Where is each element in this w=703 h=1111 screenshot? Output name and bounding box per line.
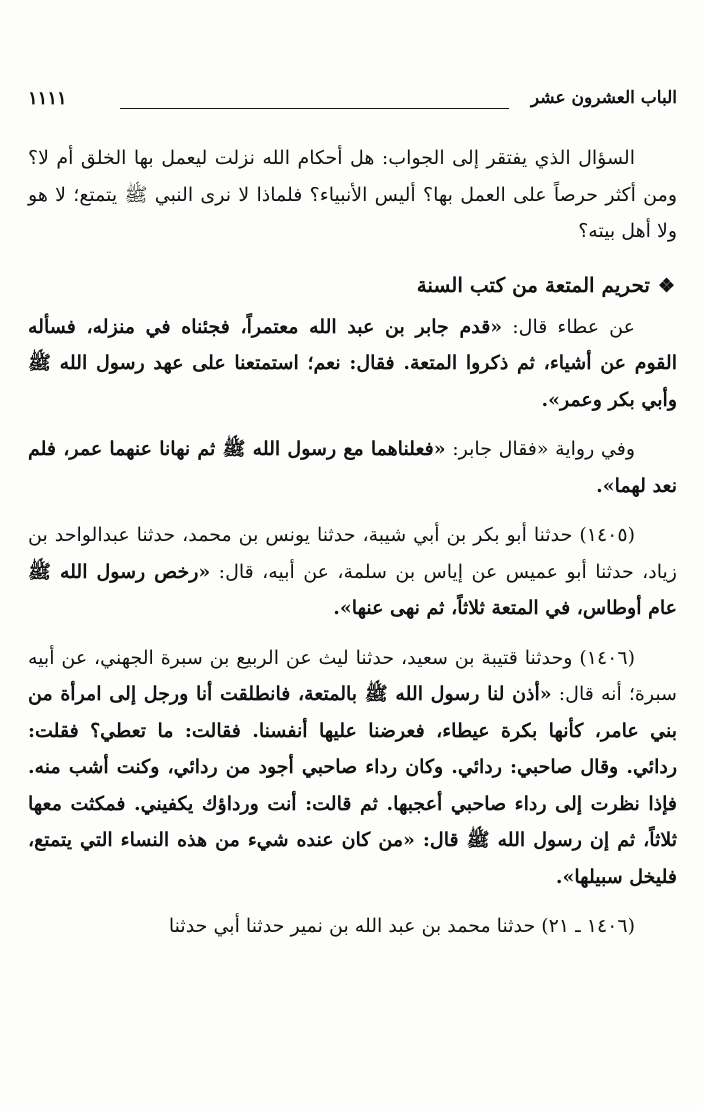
hadith-1406-isnad: (١٤٠٦) وحدثنا قتيبة بن سعيد، حدثنا ليث عن الربيع بن سبرة الجهني، عن أبيه سبرة؛ أنه قال: <box>28 646 677 705</box>
riwaya-quote: «فعلناهما مع رسول الله ﷺ ثم نهانا عنهما عمر، فلم نعد لهما». <box>28 438 677 497</box>
ata-paragraph <box>28 309 677 419</box>
hadith-1406 <box>28 640 677 896</box>
hadith-1405-quote: «رخص رسول الله ﷺ عام أوطاس، في المتعة ثلاثاً، ثم نهى عنها». <box>28 560 677 619</box>
page-header <box>28 88 677 118</box>
section-title: تحريم المتعة من كتب السنة <box>416 272 650 297</box>
ata-quote: «قدم جابر بن عبد الله معتمراً، فجئناه في منزله، فسأله القوم عن أشياء، ثم ذكروا المتعة. فقال: نعم؛ استمتعنا على عهد رسول الله ﷺ وأبي بكر وعمر». <box>28 315 677 411</box>
intro-paragraph: السؤال الذي يفتقر إلى الجواب: هل أحكام الله نزلت ليعمل بها الخلق أم لا؟ ومن أكثر حرصاً على العمل بها؟ أليس الأنبياء؟ فلماذا لا نرى النبي ﷺ يتمتع؛ لا هو ولا أهل بيته؟ <box>28 147 677 242</box>
hadith-1406-quote: «أذن لنا رسول الله ﷺ بالمتعة، فانطلقت أنا ورجل إلى امرأة من بني عامر، كأنها بكرة عيطاء، فعرضنا عليها أنفسنا. فقالت: ما تعطي؟ فقلت: ردائي. وقال صاحبي: ردائي. وكان رداء صاحبي أجود من ردائي، وكنت أشب منه. فإذا نظرت إلى رداء صاحبي أعجبها. ثم قالت: أنت ورداؤك يكفيني. فمكثت معها ثلاثاً، ثم إن رسول الله ﷺ قال: «من كان عنده شيء من هذه النساء التي يتمتع، فليخل سبيلها». <box>28 683 677 888</box>
riwaya-lead: وفي رواية «فقال جابر: <box>445 438 635 460</box>
hadith-1405 <box>28 517 677 627</box>
diamond-bullet-icon: ❖ <box>657 274 675 297</box>
header-rule <box>120 108 509 109</box>
hadith-1405-isnad: (١٤٠٥) حدثنا أبو بكر بن أبي شيبة، حدثنا يونس بن محمد، حدثنا عبدالواحد بن زياد، حدثنا أبو عميس عن إياس بن سلمة، عن أبيه، قال: <box>28 524 677 583</box>
section-heading <box>28 267 675 304</box>
page-body <box>28 140 677 945</box>
page-number: ١١١١ <box>28 88 67 109</box>
ata-lead: عن عطاء قال: <box>502 315 635 338</box>
chapter-title: الباب العشرون عشر <box>530 88 677 108</box>
hadith-1406-21: (١٤٠٦ ـ ٢١) حدثنا محمد بن عبد الله بن نمير حدثنا أبي حدثنا <box>168 915 635 937</box>
riwaya-paragraph <box>28 431 677 504</box>
